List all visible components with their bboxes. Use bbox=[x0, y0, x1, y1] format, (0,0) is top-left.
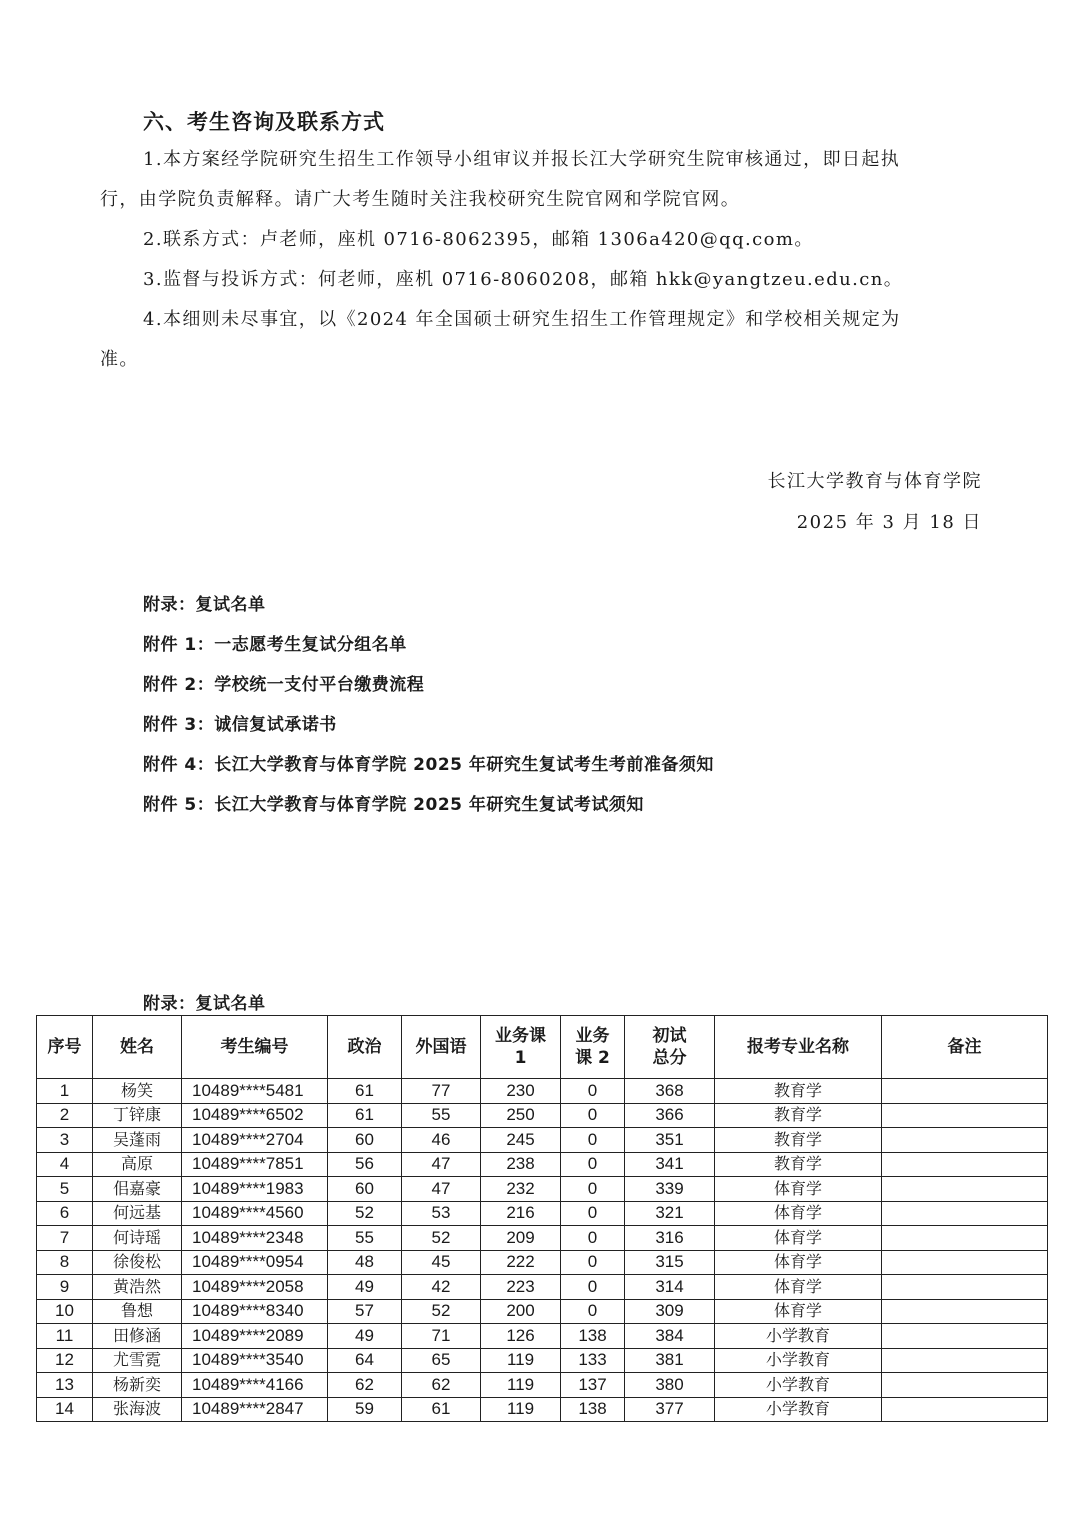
header-major: 报考专业名称 bbox=[715, 1016, 882, 1079]
cell-notes bbox=[882, 1128, 1048, 1153]
cell-major: 体育学 bbox=[715, 1177, 882, 1202]
cell-subject-2: 0 bbox=[561, 1201, 625, 1226]
cell-index: 4 bbox=[37, 1152, 93, 1177]
cell-subject-2: 0 bbox=[561, 1079, 625, 1104]
attachment-4: 附件 4：长江大学教育与体育学院 2025 年研究生复试考生考前准备须知 bbox=[143, 755, 714, 775]
cell-candidate-id: 10489****2348 bbox=[182, 1226, 328, 1251]
attachment-1: 附件 1：一志愿考生复试分组名单 bbox=[143, 635, 407, 655]
cell-subject-1: 250 bbox=[481, 1103, 561, 1128]
cell-total-score: 366 bbox=[625, 1103, 715, 1128]
cell-subject-1: 232 bbox=[481, 1177, 561, 1202]
cell-major: 教育学 bbox=[715, 1079, 882, 1104]
cell-total-score: 381 bbox=[625, 1348, 715, 1373]
table-row bbox=[37, 1348, 1048, 1373]
cell-major: 小学教育 bbox=[715, 1397, 882, 1422]
table-row bbox=[37, 1275, 1048, 1300]
table-row bbox=[37, 1397, 1048, 1422]
cell-major: 体育学 bbox=[715, 1299, 882, 1324]
cell-major: 体育学 bbox=[715, 1226, 882, 1251]
cell-total-score: 384 bbox=[625, 1324, 715, 1349]
cell-major: 小学教育 bbox=[715, 1348, 882, 1373]
cell-index: 13 bbox=[37, 1373, 93, 1398]
cell-total-score: 321 bbox=[625, 1201, 715, 1226]
cell-politics: 62 bbox=[328, 1373, 402, 1398]
cell-subject-1: 222 bbox=[481, 1250, 561, 1275]
cell-subject-2: 0 bbox=[561, 1177, 625, 1202]
cell-major: 体育学 bbox=[715, 1275, 882, 1300]
cell-notes bbox=[882, 1177, 1048, 1202]
cell-index: 5 bbox=[37, 1177, 93, 1202]
header-index: 序号 bbox=[37, 1016, 93, 1079]
cell-name: 尤雪霓 bbox=[93, 1348, 182, 1373]
table-row bbox=[37, 1201, 1048, 1226]
cell-politics: 57 bbox=[328, 1299, 402, 1324]
cell-notes bbox=[882, 1275, 1048, 1300]
header-name: 姓名 bbox=[93, 1016, 182, 1079]
table-row bbox=[37, 1226, 1048, 1251]
cell-foreign-language: 61 bbox=[402, 1397, 481, 1422]
cell-name: 高原 bbox=[93, 1152, 182, 1177]
cell-subject-1: 209 bbox=[481, 1226, 561, 1251]
cell-candidate-id: 10489****6502 bbox=[182, 1103, 328, 1128]
cell-subject-1: 126 bbox=[481, 1324, 561, 1349]
cell-major: 教育学 bbox=[715, 1103, 882, 1128]
paragraph-1-line-2: 行，由学院负责解释。请广大考生随时关注我校研究生院官网和学院官网。 bbox=[100, 189, 741, 210]
cell-subject-2: 137 bbox=[561, 1373, 625, 1398]
cell-politics: 52 bbox=[328, 1201, 402, 1226]
cell-politics: 48 bbox=[328, 1250, 402, 1275]
cell-foreign-language: 52 bbox=[402, 1299, 481, 1324]
cell-notes bbox=[882, 1250, 1048, 1275]
table-row bbox=[37, 1373, 1048, 1398]
cell-index: 14 bbox=[37, 1397, 93, 1422]
header-total-score: 初试总分 bbox=[625, 1016, 715, 1079]
cell-total-score: 380 bbox=[625, 1373, 715, 1398]
cell-politics: 59 bbox=[328, 1397, 402, 1422]
cell-politics: 60 bbox=[328, 1177, 402, 1202]
cell-subject-1: 119 bbox=[481, 1348, 561, 1373]
cell-subject-1: 119 bbox=[481, 1373, 561, 1398]
cell-total-score: 339 bbox=[625, 1177, 715, 1202]
cell-index: 10 bbox=[37, 1299, 93, 1324]
cell-foreign-language: 62 bbox=[402, 1373, 481, 1398]
cell-name: 杨笑 bbox=[93, 1079, 182, 1104]
cell-subject-2: 133 bbox=[561, 1348, 625, 1373]
cell-notes bbox=[882, 1226, 1048, 1251]
cell-candidate-id: 10489****7851 bbox=[182, 1152, 328, 1177]
paragraph-1-line-1: 1.本方案经学院研究生招生工作领导小组审议并报长江大学研究生院审核通过，即日起执 bbox=[143, 149, 901, 170]
cell-major: 教育学 bbox=[715, 1152, 882, 1177]
attachment-3: 附件 3：诚信复试承诺书 bbox=[143, 715, 337, 735]
cell-name: 鲁想 bbox=[93, 1299, 182, 1324]
attachment-5: 附件 5：长江大学教育与体育学院 2025 年研究生复试考试须知 bbox=[143, 795, 644, 815]
cell-candidate-id: 10489****1983 bbox=[182, 1177, 328, 1202]
cell-foreign-language: 47 bbox=[402, 1152, 481, 1177]
cell-total-score: 351 bbox=[625, 1128, 715, 1153]
cell-politics: 60 bbox=[328, 1128, 402, 1153]
cell-notes bbox=[882, 1201, 1048, 1226]
cell-total-score: 315 bbox=[625, 1250, 715, 1275]
cell-subject-1: 200 bbox=[481, 1299, 561, 1324]
cell-politics: 61 bbox=[328, 1103, 402, 1128]
cell-subject-1: 238 bbox=[481, 1152, 561, 1177]
cell-name: 张海波 bbox=[93, 1397, 182, 1422]
paragraph-2: 2.联系方式：卢老师，座机 0716-8062395，邮箱 1306a420@qq.com。 bbox=[143, 229, 814, 250]
cell-subject-2: 0 bbox=[561, 1299, 625, 1324]
table-row bbox=[37, 1324, 1048, 1349]
signature-date: 2025 年 3 月 18 日 bbox=[796, 512, 982, 533]
table-row bbox=[37, 1250, 1048, 1275]
table-row bbox=[37, 1079, 1048, 1104]
header-subject-1: 业务课 1 bbox=[481, 1016, 561, 1079]
cell-major: 教育学 bbox=[715, 1128, 882, 1153]
header-foreign-language: 外国语 bbox=[402, 1016, 481, 1079]
cell-subject-1: 245 bbox=[481, 1128, 561, 1153]
cell-politics: 55 bbox=[328, 1226, 402, 1251]
cell-foreign-language: 42 bbox=[402, 1275, 481, 1300]
cell-notes bbox=[882, 1397, 1048, 1422]
cell-foreign-language: 47 bbox=[402, 1177, 481, 1202]
cell-notes bbox=[882, 1324, 1048, 1349]
cell-name: 杨新奕 bbox=[93, 1373, 182, 1398]
cell-name: 何诗瑶 bbox=[93, 1226, 182, 1251]
cell-major: 小学教育 bbox=[715, 1324, 882, 1349]
cell-notes bbox=[882, 1373, 1048, 1398]
cell-notes bbox=[882, 1348, 1048, 1373]
cell-foreign-language: 52 bbox=[402, 1226, 481, 1251]
cell-index: 9 bbox=[37, 1275, 93, 1300]
cell-notes bbox=[882, 1079, 1048, 1104]
signature-org: 长江大学教育与体育学院 bbox=[767, 471, 982, 492]
cell-subject-2: 0 bbox=[561, 1152, 625, 1177]
cell-index: 11 bbox=[37, 1324, 93, 1349]
cell-candidate-id: 10489****8340 bbox=[182, 1299, 328, 1324]
table-row bbox=[37, 1177, 1048, 1202]
cell-name: 丁锌康 bbox=[93, 1103, 182, 1128]
cell-foreign-language: 71 bbox=[402, 1324, 481, 1349]
table-row bbox=[37, 1299, 1048, 1324]
roster-table bbox=[36, 1015, 1048, 1422]
cell-politics: 56 bbox=[328, 1152, 402, 1177]
cell-name: 黄浩然 bbox=[93, 1275, 182, 1300]
cell-subject-1: 119 bbox=[481, 1397, 561, 1422]
cell-total-score: 316 bbox=[625, 1226, 715, 1251]
cell-notes bbox=[882, 1299, 1048, 1324]
cell-subject-1: 230 bbox=[481, 1079, 561, 1104]
cell-major: 体育学 bbox=[715, 1201, 882, 1226]
cell-major: 体育学 bbox=[715, 1250, 882, 1275]
cell-index: 3 bbox=[37, 1128, 93, 1153]
cell-subject-2: 0 bbox=[561, 1103, 625, 1128]
cell-name: 佀嘉豪 bbox=[93, 1177, 182, 1202]
roster-header-row bbox=[37, 1016, 1048, 1079]
cell-subject-2: 0 bbox=[561, 1226, 625, 1251]
cell-index: 12 bbox=[37, 1348, 93, 1373]
section-heading: 六、考生咨询及联系方式 bbox=[143, 110, 385, 134]
cell-foreign-language: 53 bbox=[402, 1201, 481, 1226]
cell-total-score: 368 bbox=[625, 1079, 715, 1104]
cell-name: 徐俊松 bbox=[93, 1250, 182, 1275]
cell-total-score: 309 bbox=[625, 1299, 715, 1324]
cell-subject-2: 0 bbox=[561, 1250, 625, 1275]
cell-subject-1: 216 bbox=[481, 1201, 561, 1226]
attachment-2: 附件 2：学校统一支付平台缴费流程 bbox=[143, 675, 425, 695]
cell-major: 小学教育 bbox=[715, 1373, 882, 1398]
paragraph-4-line-2: 准。 bbox=[100, 349, 139, 370]
header-candidate-id: 考生编号 bbox=[182, 1016, 328, 1079]
header-subject-2: 业务课 2 bbox=[561, 1016, 625, 1079]
cell-subject-2: 138 bbox=[561, 1324, 625, 1349]
cell-candidate-id: 10489****5481 bbox=[182, 1079, 328, 1104]
table-row bbox=[37, 1152, 1048, 1177]
cell-name: 何远基 bbox=[93, 1201, 182, 1226]
cell-index: 8 bbox=[37, 1250, 93, 1275]
cell-index: 1 bbox=[37, 1079, 93, 1104]
cell-candidate-id: 10489****2847 bbox=[182, 1397, 328, 1422]
roster-title: 附录：复试名单 bbox=[143, 994, 266, 1014]
cell-name: 吴蓬雨 bbox=[93, 1128, 182, 1153]
table-row bbox=[37, 1128, 1048, 1153]
cell-foreign-language: 65 bbox=[402, 1348, 481, 1373]
cell-foreign-language: 55 bbox=[402, 1103, 481, 1128]
cell-notes bbox=[882, 1103, 1048, 1128]
cell-subject-1: 223 bbox=[481, 1275, 561, 1300]
header-politics: 政治 bbox=[328, 1016, 402, 1079]
cell-index: 2 bbox=[37, 1103, 93, 1128]
cell-candidate-id: 10489****2704 bbox=[182, 1128, 328, 1153]
cell-subject-2: 138 bbox=[561, 1397, 625, 1422]
cell-total-score: 377 bbox=[625, 1397, 715, 1422]
cell-candidate-id: 10489****3540 bbox=[182, 1348, 328, 1373]
cell-candidate-id: 10489****4166 bbox=[182, 1373, 328, 1398]
cell-candidate-id: 10489****4560 bbox=[182, 1201, 328, 1226]
cell-foreign-language: 77 bbox=[402, 1079, 481, 1104]
cell-politics: 61 bbox=[328, 1079, 402, 1104]
cell-politics: 49 bbox=[328, 1275, 402, 1300]
cell-name: 田修涵 bbox=[93, 1324, 182, 1349]
cell-politics: 49 bbox=[328, 1324, 402, 1349]
appendix-item: 附录：复试名单 bbox=[143, 595, 266, 615]
cell-candidate-id: 10489****0954 bbox=[182, 1250, 328, 1275]
cell-total-score: 341 bbox=[625, 1152, 715, 1177]
table-row bbox=[37, 1103, 1048, 1128]
cell-candidate-id: 10489****2058 bbox=[182, 1275, 328, 1300]
cell-index: 6 bbox=[37, 1201, 93, 1226]
cell-candidate-id: 10489****2089 bbox=[182, 1324, 328, 1349]
paragraph-3: 3.监督与投诉方式：何老师，座机 0716-8060208，邮箱 hkk@yangtzeu.edu.cn。 bbox=[143, 269, 904, 290]
cell-foreign-language: 45 bbox=[402, 1250, 481, 1275]
paragraph-4-line-1: 4.本细则未尽事宜，以《2024 年全国硕士研究生招生工作管理规定》和学校相关规定为 bbox=[143, 309, 901, 330]
cell-index: 7 bbox=[37, 1226, 93, 1251]
cell-politics: 64 bbox=[328, 1348, 402, 1373]
cell-foreign-language: 46 bbox=[402, 1128, 481, 1153]
header-notes: 备注 bbox=[882, 1016, 1048, 1079]
cell-total-score: 314 bbox=[625, 1275, 715, 1300]
cell-subject-2: 0 bbox=[561, 1128, 625, 1153]
cell-subject-2: 0 bbox=[561, 1275, 625, 1300]
cell-notes bbox=[882, 1152, 1048, 1177]
